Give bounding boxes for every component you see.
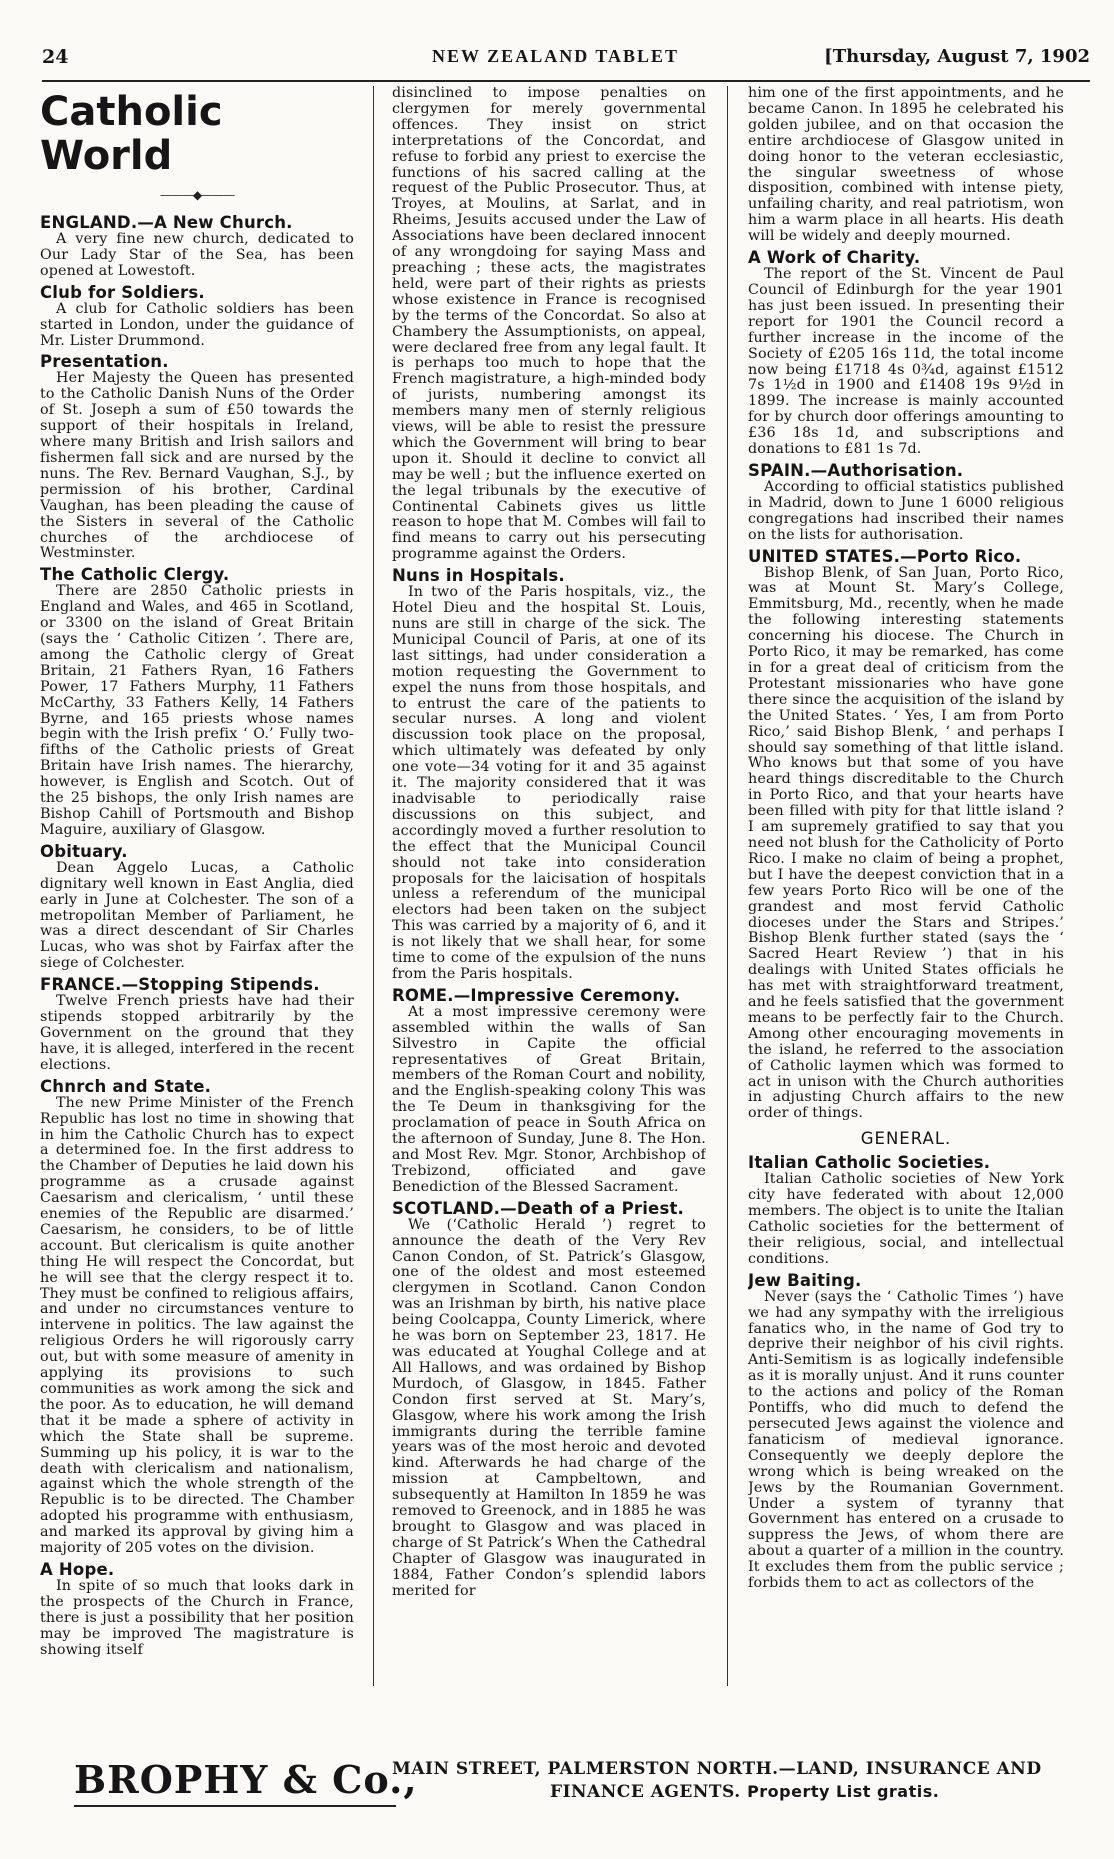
advertiser-underline xyxy=(74,1805,396,1807)
article-heading: A Work of Charity. xyxy=(748,248,921,268)
article-paragraph: In spite of so much that looks dark in the prospects of the Church in France, there is just a possibility that her position may be improved The magistrature is showing itself xyxy=(40,1577,354,1658)
advert-line-2a: FINANCE AGENTS. xyxy=(550,1782,741,1802)
column-rule xyxy=(373,86,374,1686)
page-header xyxy=(42,46,1090,82)
column-2-body xyxy=(392,86,706,1599)
newspaper-title: NEW ZEALAND TABLET xyxy=(432,46,680,66)
article-heading: ROME.—Impressive Ceremony. xyxy=(392,985,681,1005)
article-paragraph: him one of the first appointments, and he became Canon. In 1895 he celebrated his golden jubilee, and on that occasion the entire archdiocese of Glasgow united in doing honor to the veteran ecclesiastic, the singular sweetness of whose disposition, combined with intense piety, unfailing charity, and real patriotism, won him a warm place in all hearts. His death will be widely and deeply mourned. xyxy=(748,86,1064,245)
article-paragraph: In two of the Paris hospitals, viz., the Hotel Dieu and the hospital St. Louis, nuns are still in charge of the sick. The Municipal Council of Paris, at one of its last sittings, had under consideration a motion requesting the Government to expel the nuns from those hospitals, and to entrust the care of the patients to secular nurses. A long and violent discussion took place on the proposal, which ultimately was defeated by only one vote—34 voting for it and 35 against it. The majority considered that it was inadvisable to periodically raise discussions on this subject, and accordingly moved a further resolution to the effect that the Municipal Council should not take into consideration proposals for the laicisation of hospitals unless a referendum of the municipal electors had been taken on the subject This was carried by a majority of 6, and it is not likely that we shall hear, for some time to come of the expulsion of the nuns from the Paris hospitals. xyxy=(392,584,706,982)
advert-line-2b: Property List gratis. xyxy=(747,1782,940,1801)
advert-line-2 xyxy=(550,1782,939,1802)
article-paragraph: We (‘Catholic Herald ’) regret to announce the death of the Very Rev Canon Condon, of St. Patrick’s Glasgow, one of the oldest and most esteemed clergymen in Scotland. Canon Condon was an Irishman by birth, his native place being Coolcappa, County Limerick, where he was born on September 23, 1817. He was educated at Youghal College and at All Hallows, and was ordained by Bishop Murdoch, of Glasgow, in 1845. Father Condon first served at St. Mary’s, Glasgow, where his work among the Irish immigrants during the terrible famine years was of the most heroic and devoted kind. Afterwards he had charge of the mission at Campbeltown, and subsequently at Hamilton In 1859 he was removed to Greenock, and in 1885 he was brought to Glasgow and was placed in charge of St Patrick’s When the Cathedral Chapter of Glasgow was inaugurated in 1884, Father Condon’s splendid labors merited for xyxy=(392,1216,706,1599)
column-3 xyxy=(748,86,1064,1686)
article-paragraph: disinclined to impose penalties on clergymen for merely governmental offences. They insist on strict interpretations of the Concordat, and refuse to forbid any priest to exercise the functions of his sacred calling at the request of the Public Prosecutor. Thus, at Troyes, at Moulins, at Sarlat, and in Rheims, Jesuits accused under the Law of Associations have been declared innocent of any wrongdoing for saying Mass and preaching ; these acts, the magistrates held, were part of their rights as priests whose existence in France is recognised by the terms of the Concordat. So also at Chambery the Assumptionists, on appeal, were declared free from any legal fault. It is perhaps too much to hope that the French magistrature, a high-minded body of jurists, numbering amongst its members many men of sternly religious views, will be able to resist the pressure which the Government will bring to bear upon it. Should it decline to convict all may be well ; but the influence exerted on the legal tribunals by the executive of Continental Cabinets gives us little reason to hope that M. Combes will fail to find means to carry out his persecuting programme against the Orders. xyxy=(392,86,706,563)
column-3-body xyxy=(748,86,1064,1592)
article-paragraph: Her Majesty the Queen has presented to the Catholic Danish Nuns of the Order of St. Joseph a sum of £50 towards the support of their hospitals in Ireland, where many British and Irish sailors and fishermen fall sick and are nursed by the nuns. The Rev. Bernard Vaughan, S.J., by permission of his brother, Cardinal Vaughan, has been pleading the cause of the Sisters in several of the Catholic churches of the archdiocese of Westminster. xyxy=(40,370,354,562)
article-paragraph: Twelve French priests have had their stipends stopped arbitrarily by the Government on the ground that they have, it is alleged, interfered in the recent elections. xyxy=(40,993,354,1073)
advert-line-1: MAIN STREET, PALMERSTON NORTH.—LAND, INSURANCE AND xyxy=(392,1759,1042,1779)
article-paragraph: A club for Catholic soldiers has been started in London, under the guidance of Mr. Lister Drummond. xyxy=(40,300,354,349)
article-paragraph: A very fine new church, dedicated to Our Lady Star of the Sea, has been opened at Lowestoft. xyxy=(40,231,354,279)
ornament-divider: ———◆——— xyxy=(159,188,235,202)
article-heading: Italian Catholic Societies. xyxy=(748,1153,991,1173)
article-paragraph: Italian Catholic societies of New York city have federated with about 12,000 members. The object is to unite the Italian Catholic societies for the betterment of their religious, social, and intellectual conditions. xyxy=(748,1171,1064,1267)
article-heading: Chnrch and State. xyxy=(40,1076,212,1096)
article-heading: A Hope. xyxy=(40,1559,115,1579)
article-paragraph: Never (says the ‘ Catholic Times ’) have we had any sympathy with the irreligious fanatics who, in the name of God try to deprive their neighbor of his civil rights. Anti-Semitism is as logically indefensible as it is morally unjust. And it runs counter to the actions and policy of the Roman Pontiffs, who did much to defend the persecuted Jews against the violence and fanaticism of medieval ignorance. Consequently we deeply deplore the wrong which is being wreaked on the Jews by the Roumanian Government. Under a system of tyranny that Government has entered on a crusade to suppress the Jews, of whom there are about a quarter of a million in the country. It excludes them from the public service ; forbids them to act as collectors of the xyxy=(748,1288,1064,1592)
article-heading: Nuns in Hospitals. xyxy=(392,566,565,586)
article-heading: ENGLAND.—A New Church. xyxy=(40,213,293,232)
article-heading: Presentation. xyxy=(40,352,169,372)
advertisement xyxy=(40,1757,1090,1817)
article-paragraph: The new Prime Minister of the French Republic has lost no time in showing that in him the Catholic Church has to expect a determined foe. In the first address to the Chamber of Deputies he laid down his programme as a crusade against Caesarism and clericalism, ‘ until these enemies of the Republic are disarmed.’ Caesarism, he considers, to be of little account. But clericalism is quite another thing He will respect the Concordat, but he will see that the clergy respect it to. They must be confined to religious affairs, and under no circumstances venture to intervene in politics. The law against the religious Orders he will rigorously carry out, but with some measure of amenity in applying its provisions to such communities as work among the sick and the poor. As to education, he will demand that it be made a sphere of activity in which the State shall be supreme. Summing up his policy, it is war to the death with clericalism and nationalism, against which the whole strength of the Republic is to be directed. The Chamber adopted his programme with enthusiasm, and marked its approval by giving him a majority of 205 votes on the division. xyxy=(40,1094,354,1557)
column-2 xyxy=(392,86,706,1686)
article-heading: Obituary. xyxy=(40,841,128,861)
column-rule xyxy=(727,86,728,1686)
article-paragraph: Dean Aggelo Lucas, a Catholic dignitary well known in East Anglia, died early in June at Colchester. The son of a metropolitan Member of Parliament, he was a direct descendant of Sir Charles Lucas, who was shot by Fairfax after the siege of Colchester. xyxy=(40,859,354,972)
article-heading: UNITED STATES.—Porto Rico. xyxy=(748,546,1022,566)
issue-date: [Thursday, August 7, 1902 xyxy=(824,46,1090,67)
article-heading: FRANCE.—Stopping Stipends. xyxy=(40,975,320,995)
article-heading: SPAIN.—Authorisation. xyxy=(748,460,964,480)
article-heading: Jew Baiting. xyxy=(748,1270,862,1290)
column-1-body xyxy=(40,214,354,1659)
article-paragraph: The report of the St. Vincent de Paul Council of Edinburgh for the year 1901 has just been issued. In presenting their report for 1901 the Council record a further increase in the income of the Society of £205 16s 11d, the total income now being £1718 4s 0¾d, against £1512 7s 1½d in 1900 and £1408 19s 9½d in 1899. The increase is mainly accounted for by church door offerings amounting to £36 18s 1d, and subscriptions and donations to £81 1s 7d. xyxy=(748,266,1064,458)
section-title: Catholic World xyxy=(40,89,223,179)
article-paragraph: At a most impressive ceremony were assembled within the walls of San Silvestro in Capite the official representatives of Great Britain, members of the Roman Court and nobility, and the English-speaking colony This was the Te Deum in thanksgiving for the proclamation of peace in South Africa on the afternoon of Sunday, June 8. The Hon. and Most Rev. Mgr. Stonor, Archbishop of Trebizond, officiated and gave Benediction of the Blessed Sacrament. xyxy=(392,1003,706,1195)
article-paragraph: There are 2850 Catholic priests in England and Wales, and 465 in Scotland, or 3300 on the island of Great Britain (says the ‘ Catholic Citizen ’. There are, among the Catholic clergy of Great Britain, 21 Fathers Ryan, 16 Fathers Power, 17 Fathers Murphy, 11 Fathers McCarthy, 33 Fathers Kelly, 14 Fathers Byrne, and 165 priests whose names begin with the Irish prefix ‘ O.’ Fully two-fifths of the Catholic priests of Great Britain have Irish names. The hierarchy, however, is English and Scotch. Out of the 25 bishops, the only Irish names are Bishop Cahill of Portsmouth and Bishop Maguire, auxiliary of Glasgow. xyxy=(40,583,354,838)
article-paragraph: According to official statistics published in Madrid, down to June 1 6000 religious congregations had inscribed their names on the lists for authorisation. xyxy=(748,478,1064,543)
column-1 xyxy=(40,86,354,1686)
page-number: 24 xyxy=(42,46,69,68)
article-paragraph: Bishop Blenk, of San Juan, Porto Rico, was at Mount St. Mary’s College, Emmitsburg, Md., recently, when he made the following interesting statements concerning his diocese. The Church in Porto Rico, it may be remarked, has come in for a great deal of criticism from the Protestant missionaries who have gone there since the acquisition of the island by the United States. ‘ Yes, I am from Porto Rico,’ said Bishop Blenk, ‘ and perhaps I should say something of that little island. Who knows but that some of you have heard things discreditable to the Church in Porto Rico, and that your hearts have been filled with pity for that little island ? I am supremely gratified to say that you need not blush for the Catholicity of Porto Rico. I make no claim of being a prophet, but I have the deepest conviction that in a few years Porto Rico will be one of the grandest and most fervid Catholic dioceses under the Stars and Stripes.’ Bishop Blenk further stated (says the ‘ Sacred Heart Review ’) that in his dealings with United States officials he has met with straightforward treatment, and he feels satisfied that the government means to be perfectly fair to the Church. Among other encouraging movements in the island, he referred to the association of Catholic laymen which was formed to act in unison with the Church authorities in adjusting Church affairs to the new order of things. xyxy=(748,564,1064,1122)
advertiser-name: BROPHY & Co., xyxy=(74,1757,418,1802)
article-heading: Club for Soldiers. xyxy=(40,282,205,302)
article-heading: SCOTLAND.—Death of a Priest. xyxy=(392,1198,685,1218)
article-heading: The Catholic Clergy. xyxy=(40,565,230,585)
section-subheading: GENERAL. xyxy=(860,1129,952,1149)
